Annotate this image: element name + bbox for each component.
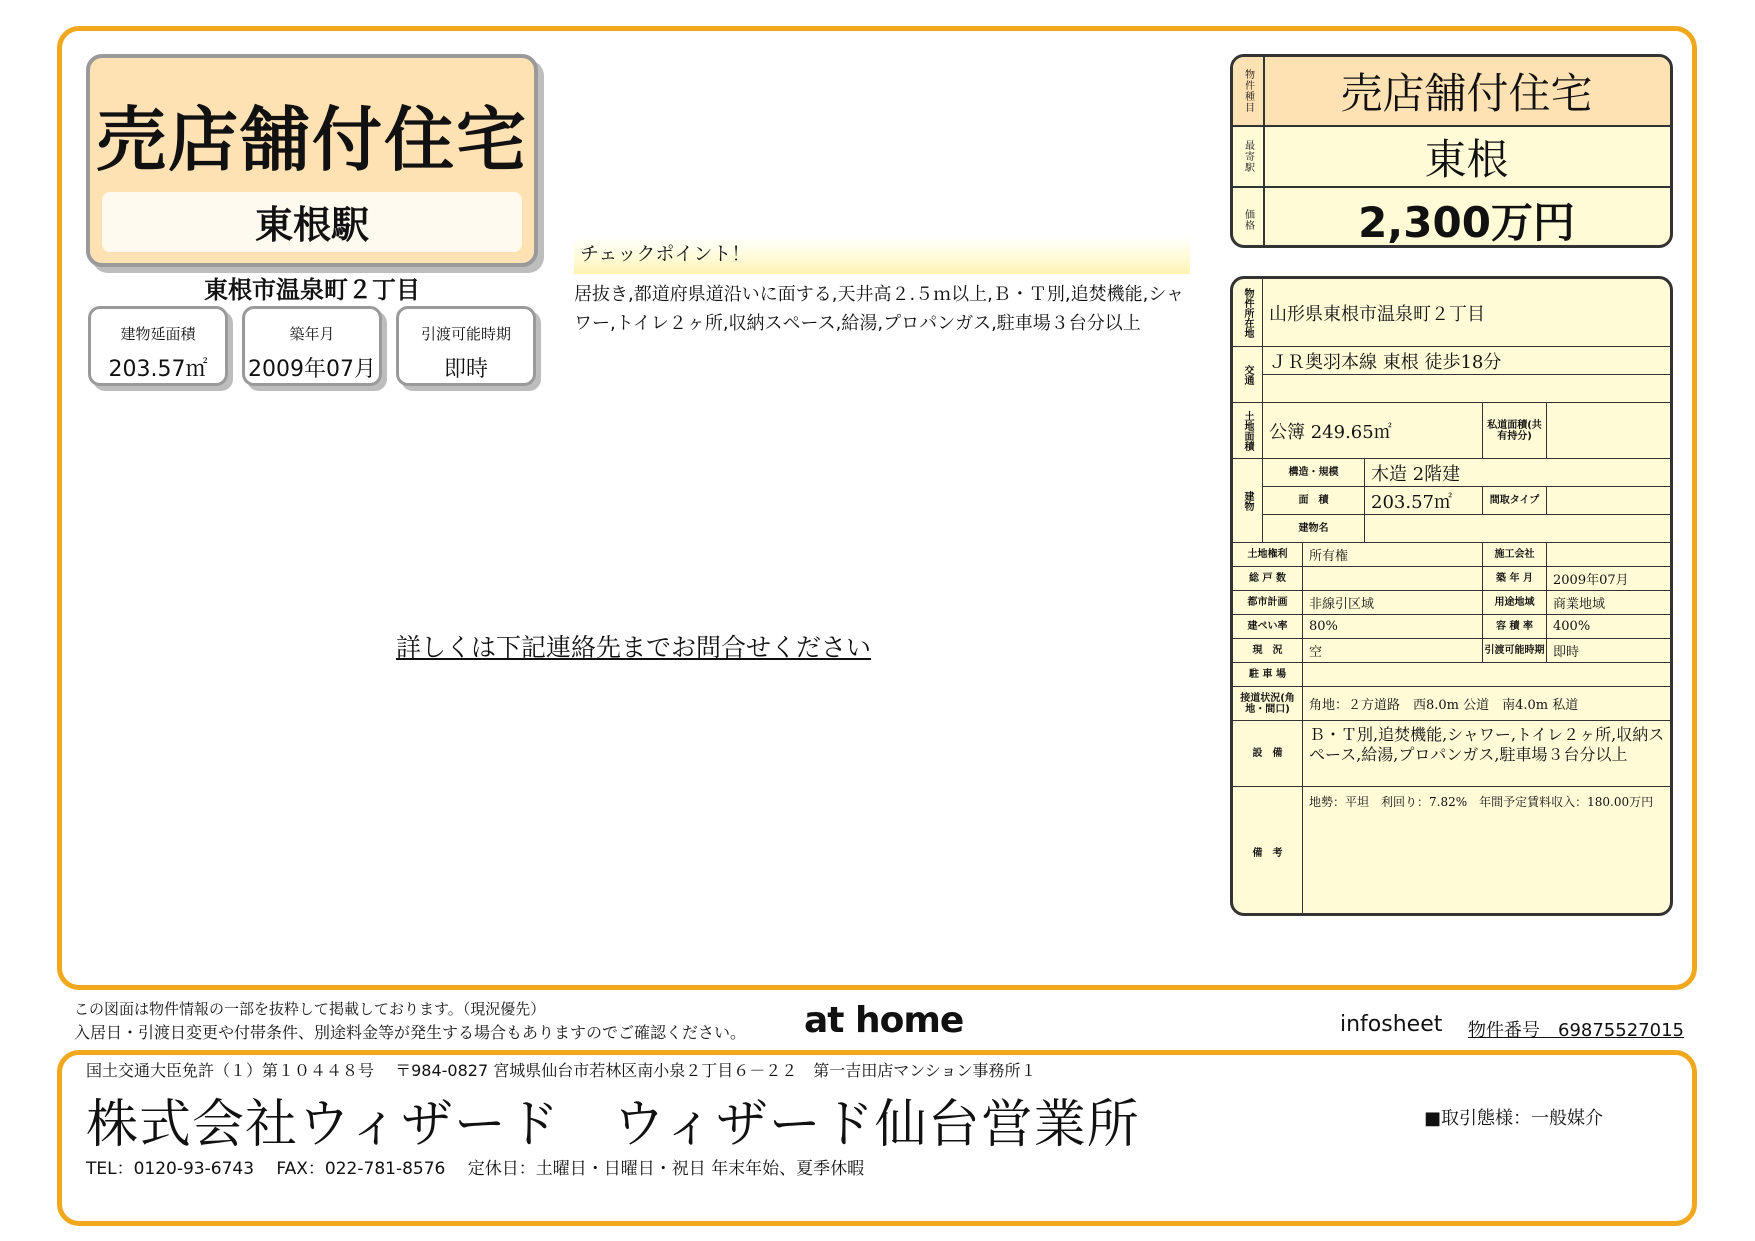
spec-value: 2009年07月 <box>248 357 376 382</box>
summary-station-value: 東根 <box>1424 134 1509 184</box>
land-area-label: 土地面積 <box>1233 403 1263 459</box>
summary-label: 価格 <box>1233 188 1265 248</box>
spec-floor-area <box>88 306 228 386</box>
checkpoint-body: 居抜き,都道府県道沿いに面する,天井高２.５ｍ以上,Ｂ・Ｔ別,追焚機能,シャワー,トイレ２ヶ所,収納スペース,給湯,プロパンガス,駐車場３台分以上 <box>574 284 1184 334</box>
summary-price-value: 2,300万円 <box>1358 197 1575 247</box>
equipment-value: Ｂ・Ｔ別,追焚機能,シャワー,トイレ２ヶ所,収納スペース,給湯,プロパンガス,駐車場３台分以上 <box>1303 721 1673 787</box>
built-label: 築 年 月 <box>1483 567 1547 591</box>
status-value: 空 <box>1303 639 1483 663</box>
building-area-value: 203.57㎡ <box>1365 487 1483 515</box>
private-road-value <box>1547 403 1673 459</box>
spec-value: 203.57㎡ <box>108 357 208 382</box>
remarks-label: 備 考 <box>1233 787 1303 916</box>
land-right-value: 所有権 <box>1303 543 1483 567</box>
layout-value <box>1547 487 1673 515</box>
building-label: 建物 <box>1233 459 1263 543</box>
property-title-card <box>86 54 538 267</box>
license-info: 国土交通大臣免許（１）第１０４４８号 〒984-0827 宮城県仙台市若林区南小泉２丁目６－２２ 第一吉田店マンション事務所１ <box>86 1061 1037 1080</box>
building-area-label: 面 積 <box>1263 487 1365 515</box>
private-road-label: 私道面積(共有持分) <box>1483 403 1547 459</box>
constructor-value <box>1547 543 1673 567</box>
city-plan-value: 非線引区域 <box>1303 591 1483 615</box>
spec-handover <box>396 306 536 386</box>
spec-label: 建物延面積 <box>120 325 196 343</box>
summary-row-type <box>1233 57 1670 127</box>
structure-value: 木造 2階建 <box>1365 459 1673 487</box>
bcr-label: 建ぺい率 <box>1233 615 1303 639</box>
station-name: 東根駅 <box>102 192 522 252</box>
building-name-value <box>1365 515 1673 543</box>
summary-row-price <box>1233 188 1670 248</box>
property-address: 東根市温泉町２丁目 <box>204 276 420 304</box>
parking-label: 駐 車 場 <box>1233 663 1303 687</box>
zoning-value: 商業地域 <box>1547 591 1673 615</box>
city-plan-label: 都市計画 <box>1233 591 1303 615</box>
spec-label: 引渡可能時期 <box>420 325 511 343</box>
spec-label: 築年月 <box>289 325 335 343</box>
far-label: 容 積 率 <box>1483 615 1547 639</box>
summary-label: 最寄駅 <box>1233 127 1265 186</box>
infosheet-label: infosheet <box>1340 1012 1443 1037</box>
spec-built-date <box>242 306 382 386</box>
far-value: 400% <box>1547 615 1673 639</box>
equipment-label: 設 備 <box>1233 721 1303 787</box>
bcr-value: 80% <box>1303 615 1483 639</box>
handover-value: 即時 <box>1547 639 1673 663</box>
structure-label: 構造・規模 <box>1263 459 1365 487</box>
road-value: 角地：２方道路 西8.0m 公道 南4.0m 私道 <box>1303 687 1673 721</box>
parking-value <box>1303 663 1673 687</box>
spec-value: 即時 <box>443 357 488 382</box>
summary-type-value: 売店舗付住宅 <box>1340 69 1593 118</box>
location-label: 物件所在地 <box>1233 279 1263 347</box>
contact-link[interactable]: 詳しくは下記連絡先までお問合せください <box>396 633 872 662</box>
units-label: 総 戸 数 <box>1233 567 1303 591</box>
constructor-label: 施工会社 <box>1483 543 1547 567</box>
summary-label: 物件種目 <box>1233 57 1265 125</box>
transport-label: 交通 <box>1233 347 1263 403</box>
transport-value: ＪＲ奥羽本線 東根 徒歩18分 <box>1263 347 1673 375</box>
athome-logo: at home <box>804 1000 964 1041</box>
contact-info: TEL：0120-93-6743 FAX：022-781-8576 定休日：土曜日・日曜日・祝日 年末年始、夏季休暇 <box>86 1159 865 1179</box>
remarks-value: 地勢：平坦 利回り：7.82% 年間予定賃料収入：180.00万円 <box>1309 795 1654 809</box>
units-value <box>1303 567 1483 591</box>
road-label: 接道状況(角地・間口) <box>1233 687 1303 721</box>
summary-row-station <box>1233 127 1670 188</box>
disclaimer-note: この図面は物件情報の一部を抜粋して掲載しております。（現況優先） <box>74 1000 546 1018</box>
disclaimer-note-2: 入居日・引渡日変更や付帯条件、別途料金等が発生する場合もありますのでご確認ください。 <box>74 1023 747 1042</box>
handover-label: 引渡可能時期 <box>1483 639 1547 663</box>
zoning-label: 用途地域 <box>1483 591 1547 615</box>
land-area-value: 公簿 249.65㎡ <box>1263 403 1483 459</box>
status-label: 現 況 <box>1233 639 1303 663</box>
company-name: 株式会社ウィザード ウィザード仙台営業所 <box>86 1095 1140 1155</box>
checkpoint-heading: チェックポイント！ <box>574 236 1190 274</box>
property-type-title: 売店舗付住宅 <box>96 99 528 181</box>
transaction-type: ■取引態様：一般媒介 <box>1424 1108 1604 1129</box>
building-name-label: 建物名 <box>1263 515 1365 543</box>
transport-value-2 <box>1263 375 1673 403</box>
built-value: 2009年07月 <box>1547 567 1673 591</box>
property-number: 物件番号 69875527015 <box>1468 1020 1684 1041</box>
land-right-label: 土地権利 <box>1233 543 1303 567</box>
location-value: 山形県東根市温泉町２丁目 <box>1263 279 1673 347</box>
summary-table <box>1230 54 1673 248</box>
detail-table <box>1230 276 1673 916</box>
layout-label: 間取タイプ <box>1483 487 1547 515</box>
